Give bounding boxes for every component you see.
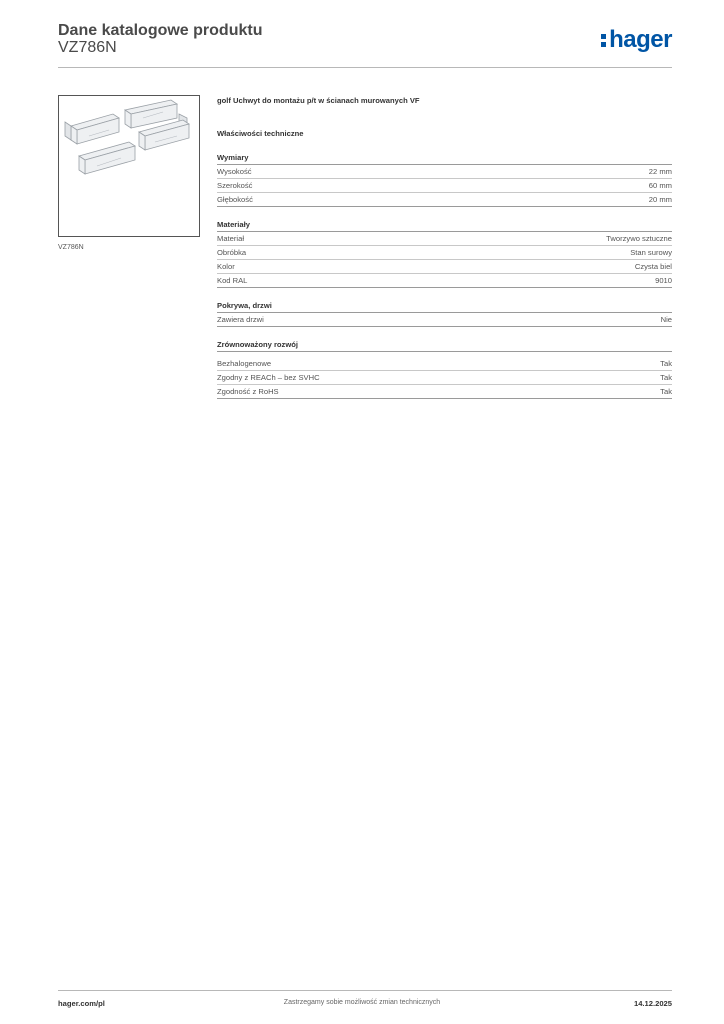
image-caption: VZ786N (58, 244, 84, 251)
product-description: golf Uchwyt do montażu p/t w ścianach murowanych VF (217, 96, 420, 105)
row-value: Tak (660, 387, 672, 396)
table-row (217, 313, 672, 327)
section-dimensions (217, 152, 672, 207)
logo-text: hager (609, 26, 672, 53)
row-value: 20 mm (648, 195, 672, 204)
section-title: Pokrywa, drzwi (217, 300, 672, 313)
row-label: Bezhalogenowe (217, 359, 272, 368)
row-value: 22 mm (648, 167, 672, 176)
tech-properties-heading: Właściwości techniczne (217, 129, 304, 138)
row-label: Obróbka (217, 248, 247, 257)
table-row (217, 246, 672, 260)
section-title: Zrównoważony rozwój (217, 339, 672, 352)
table-row (217, 232, 672, 246)
row-value: Czysta biel (634, 262, 672, 271)
table-row (217, 165, 672, 179)
row-value: 9010 (655, 276, 672, 285)
product-bracket-illustration (59, 96, 199, 236)
table-row (217, 357, 672, 371)
section-cover-door (217, 300, 672, 327)
row-label: Kod RAL (217, 276, 248, 285)
header-divider (58, 67, 672, 68)
row-label: Zgodność z RoHS (217, 387, 279, 396)
table-row (217, 371, 672, 385)
row-label: Materiał (217, 234, 245, 243)
footer-date: 14.12.2025 (633, 999, 672, 1008)
hager-logo (601, 26, 672, 54)
table-row (217, 179, 672, 193)
table-row (217, 274, 672, 288)
section-title: Wymiary (217, 152, 672, 165)
row-value: 60 mm (648, 181, 672, 190)
row-label: Wysokość (217, 167, 252, 176)
row-value: Tak (660, 359, 672, 368)
table-row (217, 193, 672, 207)
row-label: Zgodny z REACh – bez SVHC (217, 373, 320, 382)
product-code: VZ786N (58, 39, 117, 56)
row-label: Szerokość (217, 181, 253, 190)
page-title: Dane katalogowe produktu (58, 22, 263, 39)
row-label: Kolor (217, 262, 235, 271)
row-value: Nie (660, 315, 672, 324)
footer-website-link[interactable]: hager.com/pl (58, 999, 105, 1008)
row-value: Tworzywo sztuczne (606, 234, 672, 243)
row-value: Tak (660, 373, 672, 382)
product-image (58, 95, 200, 237)
row-label: Głębokość (217, 195, 253, 204)
product-details (217, 94, 672, 399)
row-label: Zawiera drzwi (217, 315, 264, 324)
section-sustainability (217, 339, 672, 399)
section-materials (217, 219, 672, 288)
table-row (217, 385, 672, 399)
row-value: Stan surowy (630, 248, 672, 257)
footer-divider (58, 990, 672, 991)
table-row (217, 260, 672, 274)
logo-dots-icon (601, 31, 608, 47)
footer-disclaimer: Zastrzegamy sobie możliwość zmian technicznych (283, 999, 441, 1006)
section-title: Materiały (217, 219, 672, 232)
